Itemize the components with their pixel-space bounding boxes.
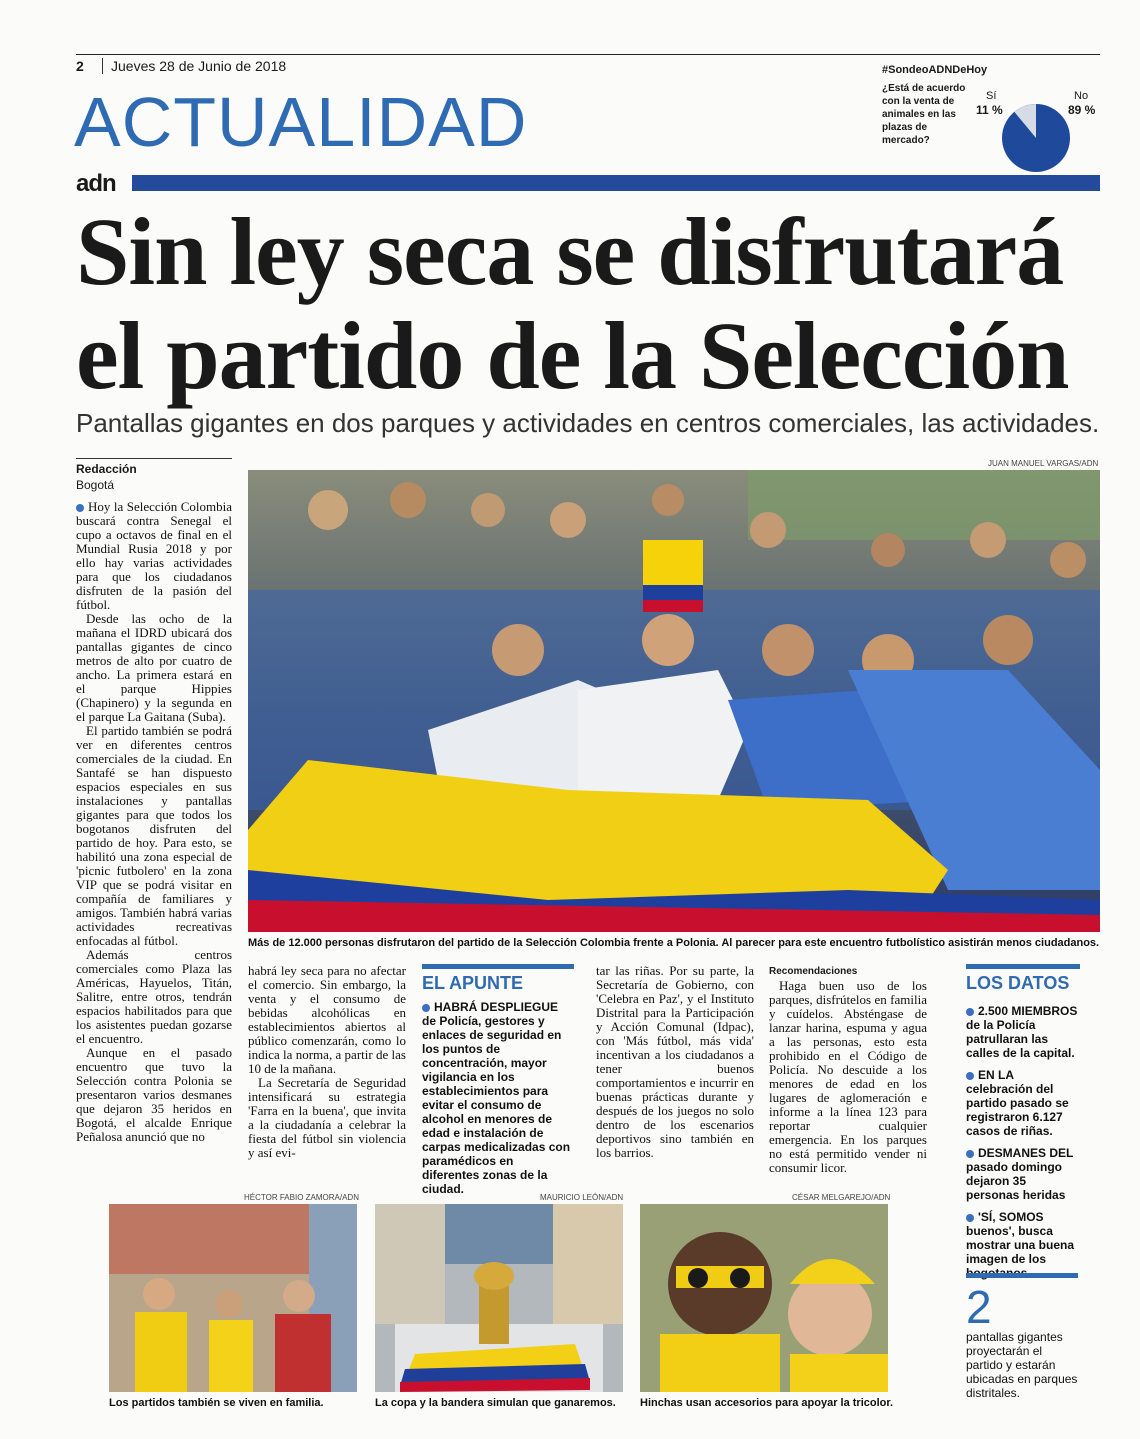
photo-credit: MAURICIO LEÓN/ADN [540,1193,624,1202]
subtitle: Pantallas gigantes en dos parques y actividades en centros comerciales, las actividades. [76,408,1100,438]
photo-credit: HÉCTOR FABIO ZAMORA/ADN [244,1193,359,1202]
apunte-title: EL APUNTE [422,964,574,994]
datos-item [966,1210,1080,1280]
headline-line-2: el partido de la Selección [76,302,1069,409]
main-photo-caption: Más de 12.000 personas disfrutaron del partido de la Selección Colombia frente a Polonia. Al parecer para este encuentro futbolístico asistirán menos ciudadanos. [248,937,1100,949]
bullet-dot-icon [422,1004,430,1012]
byline-place: Bogotá [76,478,115,492]
top-rule [76,54,1100,55]
datos-item-lead: DESMANES DEL [978,1146,1074,1160]
article-column-3 [596,964,754,1160]
byline [76,458,232,494]
datos-item-lead: 'SÍ, SOMOS [978,1210,1044,1224]
family-photo [109,1204,357,1392]
poll-pie-chart [1000,102,1072,174]
recomendaciones-title: Recomendaciones [769,966,858,977]
photo-caption: Los partidos también se viven en familia. [109,1397,324,1409]
datos-title: LOS DATOS [966,964,1080,994]
datos-divider [966,1273,1078,1278]
brand-bar [132,175,1100,191]
paragraph: Además centros comerciales como Plaza las Américas, Hayuelos, Titán, Salitre, entre otros, tendrán espacios habilitados para que los asistentes puedan gozarse el encuentro. [76,947,232,1046]
bullet-dot-icon [966,1072,974,1080]
big-number: 2 [966,1281,992,1333]
bullet-dot-icon [76,504,84,512]
datos-item-text: celebración del partido pasado se registraron 6.127 casos de riñas. [966,1082,1069,1138]
apunte-lead: HABRÁ DESPLIEGUE [434,1000,559,1014]
datos-list [966,1004,1080,1280]
headline-line-1: Sin ley seca se disfrutará [76,198,1064,305]
datos-box [966,964,1080,1288]
photo-caption: La copa y la bandera simulan que ganaremos. [375,1397,616,1409]
poll-yes-value: 11 % [976,103,1003,117]
recomendaciones-text [769,979,927,1175]
issue-date: Jueves 28 de Junio de 2018 [102,58,286,74]
datos-item [966,1004,1080,1060]
paragraph: La Secretaría de Seguridad intensificará su estrategia 'Farra en la buena', que invita a la ciudadanía a celebrar la fiesta del fútbol sin violencia y así evi- [248,1075,406,1160]
apunte-text [422,1000,574,1196]
paragraph: Aunque en el pasado encuentro que tuvo la Selección contra Polonia se presentaron varios desmanes que dejaron 35 heridos en Bogotá, el alcalde Enrique Peñalosa anunció que no [76,1045,232,1144]
apunte-body: de Policía, gestores y enlaces de seguridad en los puntos de concentración, mayor vigilancia en los establecimientos para evitar el consumo de alcohol en menores de edad e instalación de carpas medicalizadas con paramédicos en diferentes zonas de la ciudad. [422,1014,571,1196]
poll-question: ¿Está de acuerdo con la venta de animales en las plazas de mercado? [882,83,966,146]
brand-logo: adn [76,170,116,197]
main-photo [248,470,1100,932]
datos-item-lead: EN LA [978,1068,1014,1082]
poll-yes-label: Sí [986,90,997,102]
paragraph-text: Hoy la Selección Colombia buscará contra Senegal el cupo a octavos de final en el Mundial Rusia 2018 y por ello hay varias actividades para que los ciudadanos disfruten de la pasión del fútbol. [76,499,232,612]
bullet-dot-icon [966,1008,974,1016]
datos-item-text: de la Policía patrullaran las calles de la capital. [966,1018,1075,1060]
article-column-1 [76,500,232,1144]
paragraph: El partido también se podrá ver en diferentes centros comerciales de la ciudad. En Santafé se han dispuesto espacios especiales en sus instalaciones y pantallas gigantes para que todos los bogotanos disfruten del partido de hoy. Para esto, se habilitó una zona especial de 'picnic futbolero' en la zona VIP que se podrá visitar en compañía de familiares y amigos. También habrá varias actividades recreativas enfocadas al fútbol. [76,723,232,948]
datos-item-text: buenos', busca mostrar una buena imagen de los [966,1224,1075,1266]
paragraph: Desde las ocho de la mañana el IDRD ubicará dos pantallas gigantes de cinco metros de alto por cuatro de ancho. La primera estará en el parque Hippies (Chapinero) y la segunda en el parque La Gaitana (Suba). [76,611,232,724]
paragraph: habrá ley seca para no afectar el comercio. Sin embargo, la venta y el consumo de bebidas alcohólicas en establecimientos abiertos al público comenzarán, como lo indica la norma, a partir de las 10 de la mañana. [248,963,406,1076]
article-column-2 [248,964,406,1160]
poll-tag: #SondeoADNDeHoy [882,64,988,76]
paragraph: Haga buen uso de los parques, disfrútelos en familia y cuídelos. Absténgase de lanzar harina, espuma y agua a las personas, esto esta prohibido en el Código de Policía. No descuide a los menores de edad en los lugares de aglomeración e informe a la línea 123 para reportar cualquier emergencia. En los parques no está permitido vender ni consumir licor. [769,978,927,1175]
photo-credit: CÉSAR MELGAREJO/ADN [792,1193,891,1202]
byline-author: Redacción [76,462,137,476]
datos-item [966,1146,1080,1202]
headline [76,200,1106,408]
poll-no-label: No [1074,90,1089,102]
big-number-text: pantallas gigantes proyectarán el partido y estarán ubicadas en parques distritales. [966,1330,1078,1400]
section-title: ACTUALIDAD [74,83,528,161]
bullet-dot-icon [966,1214,974,1222]
apunte-box [422,964,574,1196]
datos-item-text: pasado domingo dejaron 35 personas heridas [966,1160,1066,1202]
datos-item [966,1068,1080,1138]
trophy-photo [375,1204,623,1392]
fans-photo [640,1204,888,1392]
recomendaciones-box [769,966,927,1175]
poll-no-value: 89 % [1068,103,1096,117]
photo-caption: Hinchas usan accesorios para apoyar la tricolor. [640,1397,894,1409]
paragraph [76,500,232,612]
main-photo-credit: JUAN MANUEL VARGAS/ADN [988,459,1099,468]
page-number: 2 [76,58,84,74]
bullet-dot-icon [966,1150,974,1158]
datos-item-lead: 2.500 MIEMBROS [978,1004,1078,1018]
paragraph: tar las riñas. Por su parte, la Secretaría de Gobierno, con 'Celebra en Paz', y el Instituto Distrital para la Participación y Acción Comunal (Idpac), con 'Más fútbol, más vida' incentivan a los ciudadanos a tener buenos comportamientos e incurrir en buenas prácticas durante y después de los juegos no solo dentro de los escenarios deportivos sino también en los barrios. [596,963,754,1160]
